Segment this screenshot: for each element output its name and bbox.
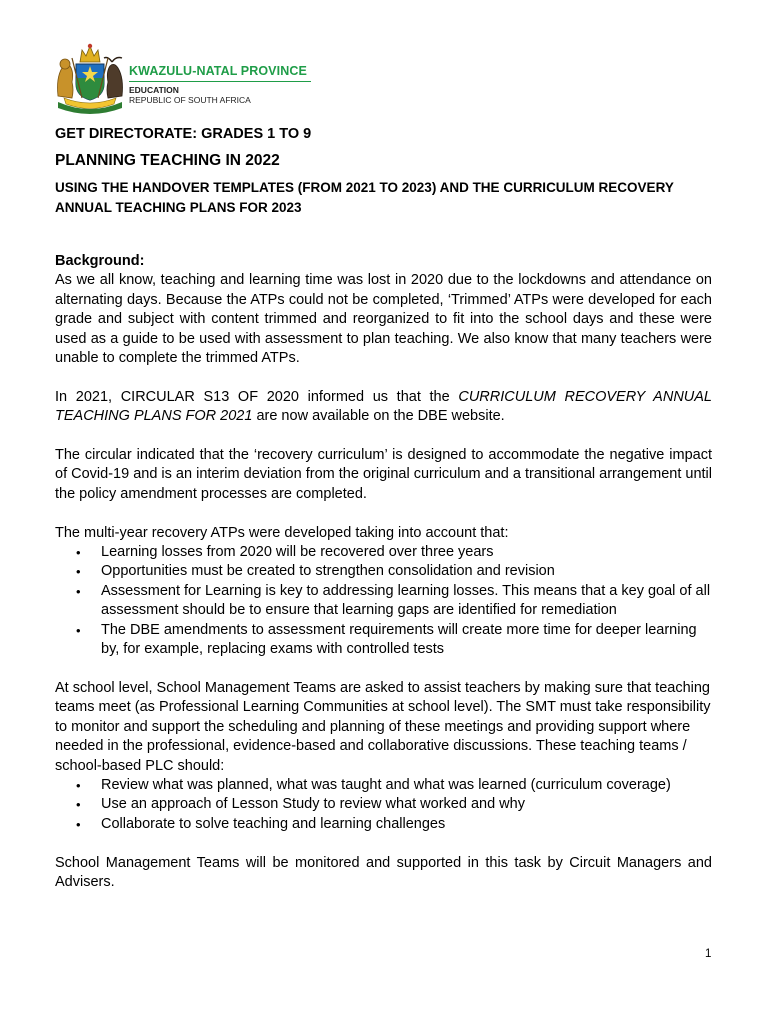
- bullet-glyph: •: [76, 816, 81, 832]
- document-subtitle: USING THE HANDOVER TEMPLATES (FROM 2021 TO 2023) AND THE CURRICULUM RECOVERY ANNUAL TEACHING PLANS FOR 2023: [55, 180, 674, 215]
- bullet-glyph: •: [76, 622, 81, 638]
- list-item: • Learning losses from 2020 will be recovered over three years: [55, 543, 712, 562]
- background-text: As we all know, teaching and learning time was lost in 2020 due to the lockdowns and attendance on alternating days. Because the ATPs could not be completed, ‘Trimmed’ ATPs were developed for each grade and subject with content trimmed and reorganized to fit into the school days and these were used as a guide to be used with assessment to plan teaching. We also know that many teachers were unable to complete the trimmed ATPs.: [55, 272, 712, 367]
- multi-year-section: [55, 524, 712, 660]
- letterhead-divider: [129, 81, 311, 82]
- bullet-glyph: •: [76, 797, 81, 813]
- bullet-glyph: •: [76, 545, 81, 561]
- list-item: • Review what was planned, what was taught and what was learned (curriculum coverage): [55, 776, 712, 795]
- multi-year-bullet-list: [55, 543, 712, 659]
- circular-title-italic: CURRICULUM RECOVERY ANNUAL TEACHING PLANS FOR 2021: [55, 388, 712, 425]
- background-heading: Background:: [55, 253, 145, 269]
- list-item: • Use an approach of Lesson Study to review what worked and why: [55, 795, 712, 814]
- letterhead: [52, 38, 314, 114]
- bullet-glyph: •: [76, 564, 81, 580]
- school-level-intro: At school level, School Management Teams are asked to assist teachers by making sure that teaching teams meet (as Professional Learning Communities at school level). The SMT must take responsibility to monitor and support the scheduling and planning of these meetings and providing support where needed in the professional, evidence-based and collaborative discussions. These teaching teams / school-based PLC should:: [55, 679, 711, 774]
- page-number: 1: [705, 948, 712, 960]
- letterhead-republic: REPUBLIC OF SOUTH AFRICA: [129, 95, 251, 105]
- closing-paragraph: School Management Teams will be monitored and supported in this task by Circuit Managers and Advisers.: [55, 854, 712, 890]
- circular-text-before: In 2021, CIRCULAR S13 OF 2020 informed us that the: [55, 388, 459, 405]
- letterhead-department: EDUCATION: [129, 85, 179, 95]
- recovery-paragraph: The circular indicated that the ‘recovery curriculum’ is designed to accommodate the negative impact of Covid-19 and is an interim deviation from the original curriculum and a transitional arrangement until the policy amendment processes are completed.: [55, 447, 712, 502]
- bullet-glyph: •: [76, 583, 81, 599]
- list-item: • Opportunities must be created to strengthen consolidation and revision: [55, 562, 712, 581]
- background-paragraph: [55, 252, 712, 368]
- school-level-bullet-list: [55, 776, 712, 834]
- circular-paragraph: [55, 388, 712, 427]
- document-title: PLANNING TEACHING IN 2022: [55, 152, 280, 169]
- list-item: • Assessment for Learning is key to addressing learning losses. This means that a key goal of all assessment should be to ensure that learning gaps are identified for remediation: [76, 582, 711, 619]
- bullet-glyph: •: [76, 777, 81, 793]
- school-level-section: [55, 679, 712, 834]
- multi-year-intro: The multi-year recovery ATPs were developed taking into account that:: [55, 524, 509, 541]
- letterhead-province: KWAZULU-NATAL PROVINCE: [129, 64, 307, 78]
- list-item: • Collaborate to solve teaching and learning challenges: [55, 815, 712, 834]
- circular-text-after: are now available on the DBE website.: [252, 408, 505, 425]
- list-item: • The DBE amendments to assessment requirements will create more time for deeper learning by, for example, replacing exams with controlled tests: [76, 621, 697, 658]
- provincial-coat-of-arms-icon: [52, 38, 128, 114]
- directorate-heading: GET DIRECTORATE: GRADES 1 TO 9: [55, 126, 312, 142]
- document-body: [55, 252, 712, 912]
